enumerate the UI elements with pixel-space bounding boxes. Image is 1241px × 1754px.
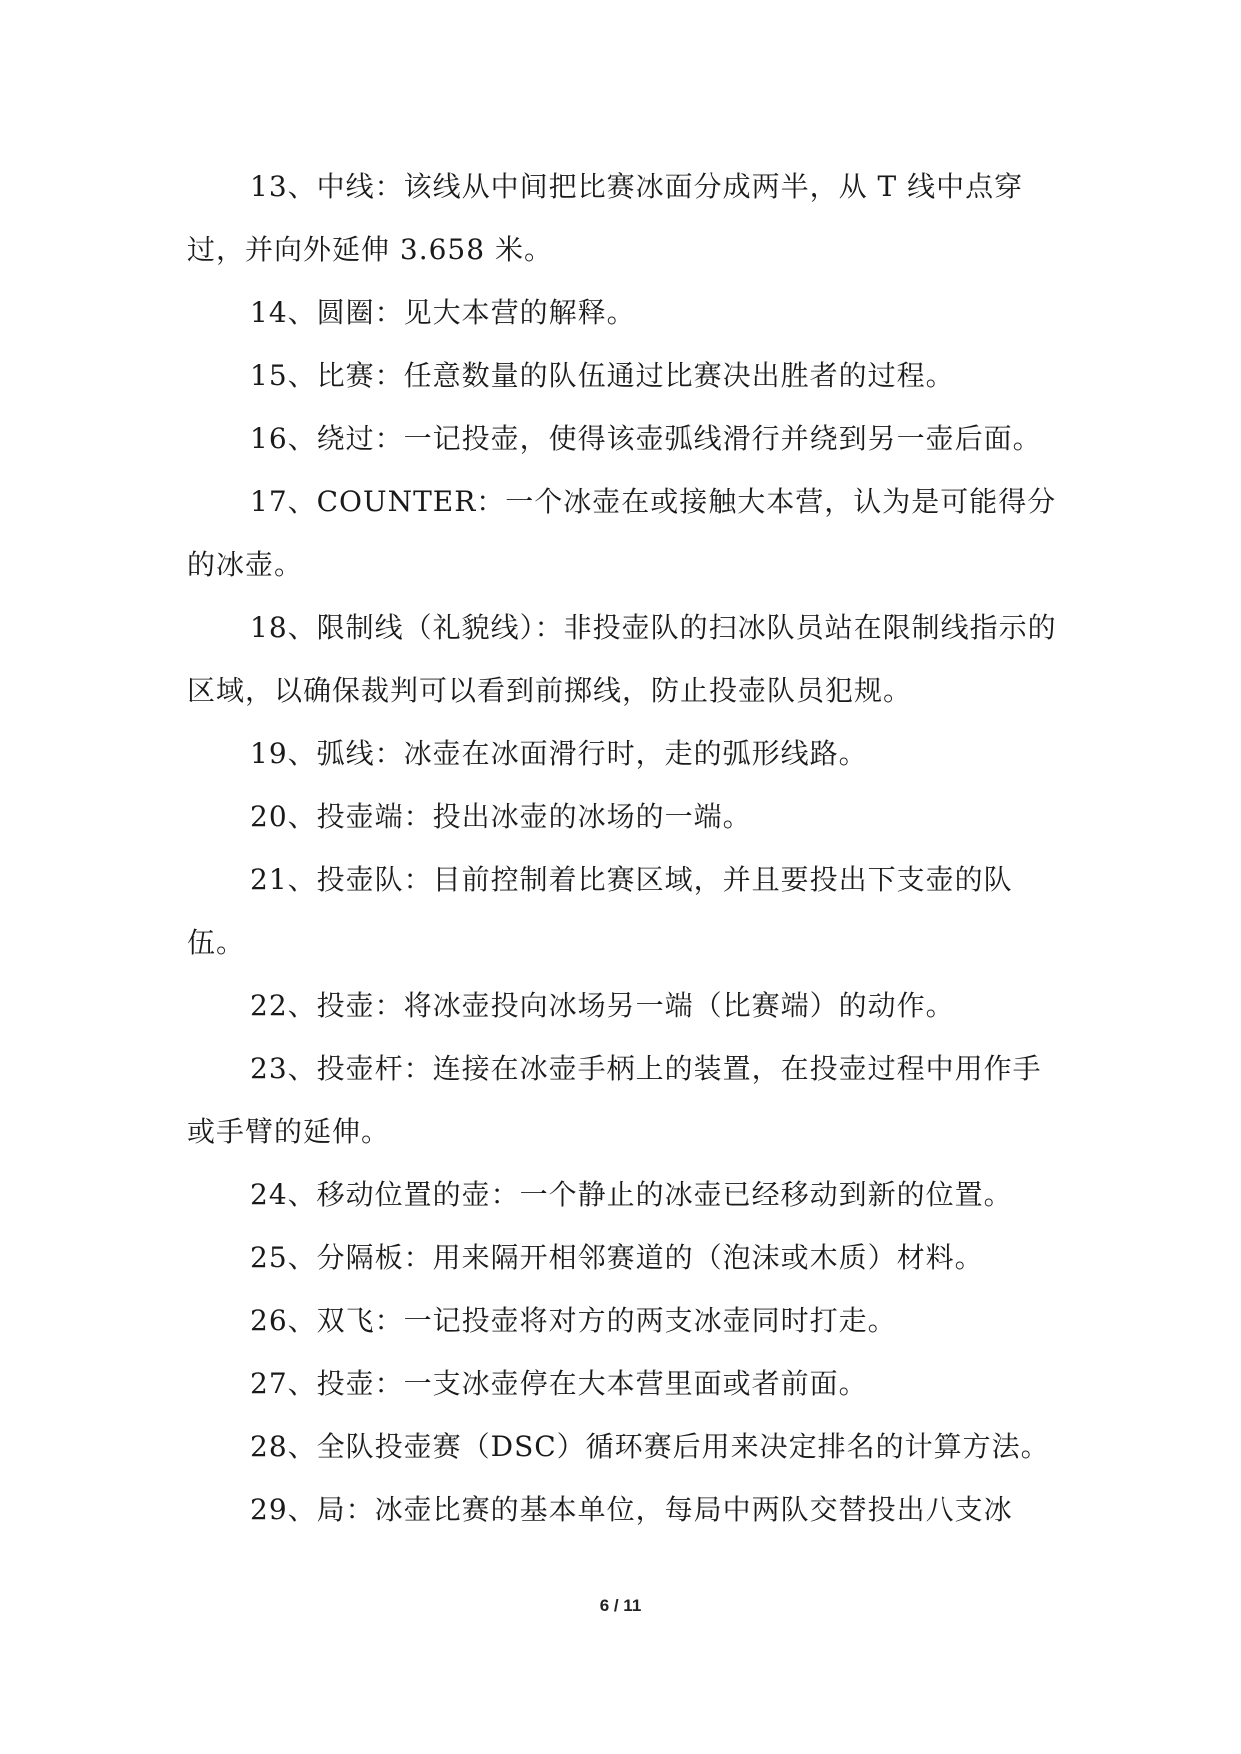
paragraph-28: 28、全队投壶赛（DSC）循环赛后用来决定排名的计算方法。 [250, 1430, 1050, 1463]
paragraph-15: 15、比赛：任意数量的队伍通过比赛决出胜者的过程。 [250, 359, 955, 392]
paragraph-24: 24、移动位置的壶：一个静止的冰壶已经移动到新的位置。 [250, 1178, 1013, 1211]
paragraph-22: 22、投壶：将冰壶投向冰场另一端（比赛端）的动作。 [250, 989, 955, 1022]
paragraph-19: 19、弧线：冰壶在冰面滑行时，走的弧形线路。 [250, 737, 868, 770]
paragraph-21: 21、投壶队：目前控制着比赛区域，并且要投出下支壶的队伍。 [187, 863, 1013, 959]
paragraph-13: 13、中线：该线从中间把比赛冰面分成两半，从 T 线中点穿过，并向外延伸 3.658 米。 [187, 170, 1024, 266]
paragraph-16: 16、绕过：一记投壶，使得该壶弧线滑行并绕到另一壶后面。 [250, 422, 1042, 455]
paragraph-26: 26、双飞：一记投壶将对方的两支冰壶同时打走。 [250, 1304, 897, 1337]
paragraph-25: 25、分隔板：用来隔开相邻赛道的（泡沫或木质）材料。 [250, 1241, 984, 1274]
page-number: 6 / 11 [599, 1596, 642, 1615]
paragraph-29: 29、局：冰壶比赛的基本单位，每局中两队交替投出八支冰 [250, 1493, 1013, 1526]
paragraph-23: 23、投壶杆：连接在冰壶手柄上的装置，在投壶过程中用作手或手臂的延伸。 [187, 1052, 1042, 1148]
paragraph-17: 17、COUNTER：一个冰壶在或接触大本营，认为是可能得分的冰壶。 [187, 485, 1057, 581]
paragraph-27: 27、投壶：一支冰壶停在大本营里面或者前面。 [250, 1367, 868, 1400]
paragraph-18: 18、限制线（礼貌线）：非投壶队的扫冰队员站在限制线指示的区域，以确保裁判可以看到前掷线，防止投壶队员犯规。 [187, 611, 1057, 707]
paragraph-20: 20、投壶端：投出冰壶的冰场的一端。 [250, 800, 752, 833]
document-body [187, 155, 1067, 1541]
paragraph-14: 14、圆圈：见大本营的解释。 [250, 296, 636, 329]
